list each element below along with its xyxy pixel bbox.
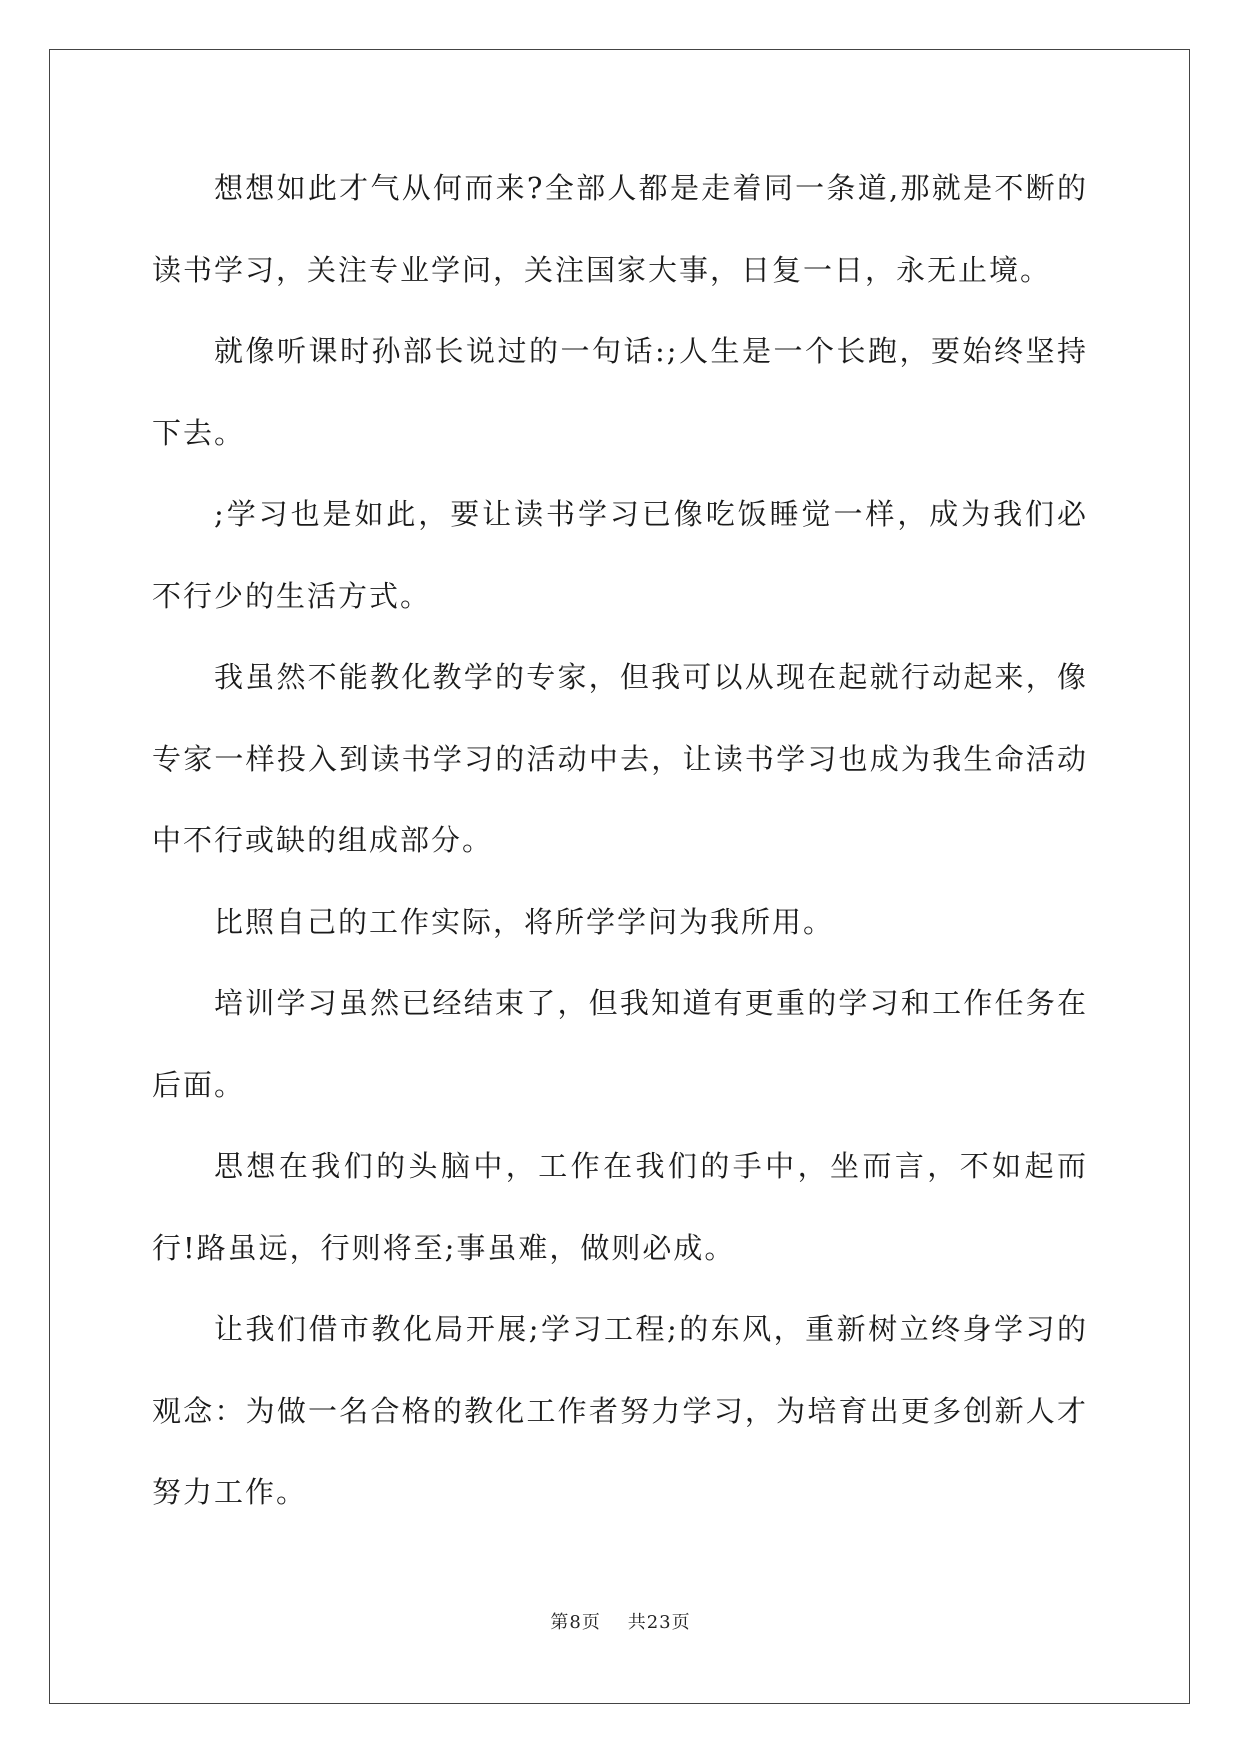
document-body [152, 148, 1088, 1534]
paragraph: 想想如此才气从何而来?全部人都是走着同一条道,那就是不断的读书学习，关注专业学问，关注国家大事，日复一日，永无止境。 [152, 171, 1088, 287]
paragraph: 就像听课时孙部长说过的一句话:;人生是一个长跑，要始终坚持下去。 [152, 334, 1088, 450]
paragraph: 培训学习虽然已经结束了，但我知道有更重的学习和工作任务在后面。 [152, 986, 1088, 1102]
page-suffix: 页 [581, 1612, 601, 1633]
page-prefix: 第 [550, 1612, 570, 1633]
total-suffix: 页 [671, 1612, 691, 1633]
paragraph: 让我们借市教化局开展;学习工程;的东风，重新树立终身学习的观念：为做一名合格的教化工作者努力学习，为培育出更多创新人才努力工作。 [152, 1312, 1088, 1509]
paragraph: 比照自己的工作实际，将所学学问为我所用。 [214, 904, 835, 939]
paragraph: 我虽然不能教化教学的专家，但我可以从现在起就行动起来，像专家一样投入到读书学习的活动中去，让读书学习也成为我生命活动中不行或缺的组成部分。 [152, 660, 1088, 857]
page-footer [0, 1608, 1241, 1634]
total-pages: 23 [646, 1612, 672, 1633]
paragraph: ;学习也是如此，要让读书学习已像吃饭睡觉一样，成为我们必不行少的生活方式。 [152, 497, 1088, 613]
total-prefix: 共 [627, 1612, 647, 1633]
paragraph: 思想在我们的头脑中，工作在我们的手中，坐而言，不如起而行!路虽远，行则将至;事虽难，做则必成。 [152, 1149, 1088, 1265]
page-number: 8 [569, 1612, 582, 1633]
